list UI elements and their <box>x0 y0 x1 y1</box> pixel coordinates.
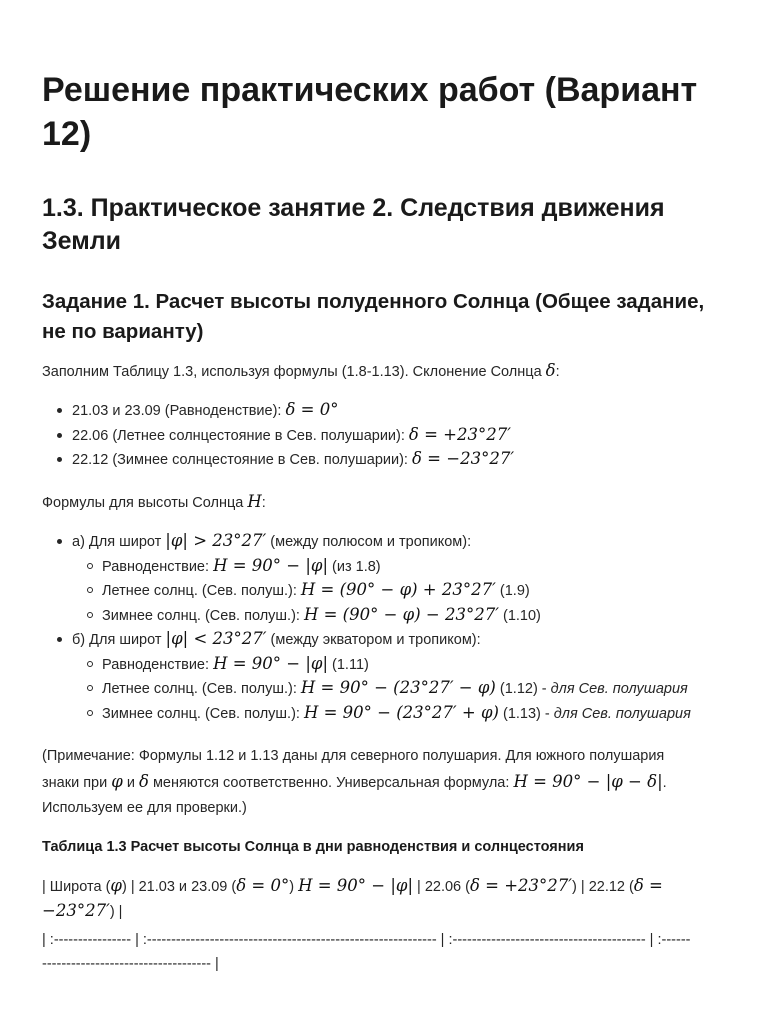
table-separator-line-1: | :---------------- | :------------------------------------------------------------ | :---------------------------------------- | :------ <box>42 932 691 948</box>
list-item: Летнее солнц. (Сев. полуш.): H = 90° − (23°27′ − φ) (1.12) - для Сев. полушария <box>42 676 732 701</box>
task-heading: Задание 1. Расчет высоты полуденного Солнца (Общее задание, не по варианту) <box>42 290 705 343</box>
declination-list <box>42 398 732 472</box>
group-a-heading: а) Для широт |φ| > 23°27′ (между полюсом и тропиком): <box>42 529 732 554</box>
intro-paragraph: Заполним Таблицу 1.3, используя формулы (1.8-1.13). Склонение Солнца δ: <box>42 361 560 380</box>
list-item: 22.12 (Зимнее солнцестояние в Сев. полушарии): δ = −23°27′ <box>42 447 732 472</box>
formula-list <box>42 529 732 725</box>
raw-markdown-table <box>42 874 732 976</box>
list-item: Равноденствие: H = 90° − |φ| (1.11) <box>42 652 732 677</box>
group-b-heading: б) Для широт |φ| < 23°27′ (между экватором и тропиком): <box>42 627 732 652</box>
list-item: Зимнее солнц. (Сев. полуш.): H = (90° − φ) − 23°27′ (1.10) <box>42 603 732 628</box>
table-title: Таблица 1.3 Расчет высоты Солнца в дни равноденствия и солнцестояния <box>42 839 584 855</box>
list-item: Равноденствие: H = 90° − |φ| (из 1.8) <box>42 554 732 579</box>
formulas-intro: Формулы для высоты Солнца H: <box>42 492 266 511</box>
list-item: Летнее солнц. (Сев. полуш.): H = (90° − φ) + 23°27′ (1.9) <box>42 578 732 603</box>
list-item: 21.03 и 23.09 (Равноденствие): δ = 0° <box>42 398 732 423</box>
table-header-line-2: −23°27′) | <box>42 901 123 920</box>
note-paragraph: (Примечание: Формулы 1.12 и 1.13 даны для северного полушария. Для южного полушария знаки при φ и δ меняются соответственно. Универсальная формула: H = 90° − |φ − δ|. Используем ее для проверки.) <box>42 748 667 816</box>
page-title: Решение практических работ (Вариант 12) <box>42 71 698 153</box>
section-heading: 1.3. Практическое занятие 2. Следствия движения Земли <box>42 194 665 255</box>
table-header-line-1: | Широта (φ) | 21.03 и 23.09 (δ = 0°) H = 90° − |φ| | 22.06 (δ = +23°27′) | 22.12 (δ = <box>42 876 663 895</box>
list-item: Зимнее солнц. (Сев. полуш.): H = 90° − (23°27′ + φ) (1.13) - для Сев. полушария <box>42 701 732 726</box>
list-item: 22.06 (Летнее солнцестояние в Сев. полушарии): δ = +23°27′ <box>42 423 732 448</box>
table-separator-line-2: ----------------------------------- | <box>42 956 219 972</box>
